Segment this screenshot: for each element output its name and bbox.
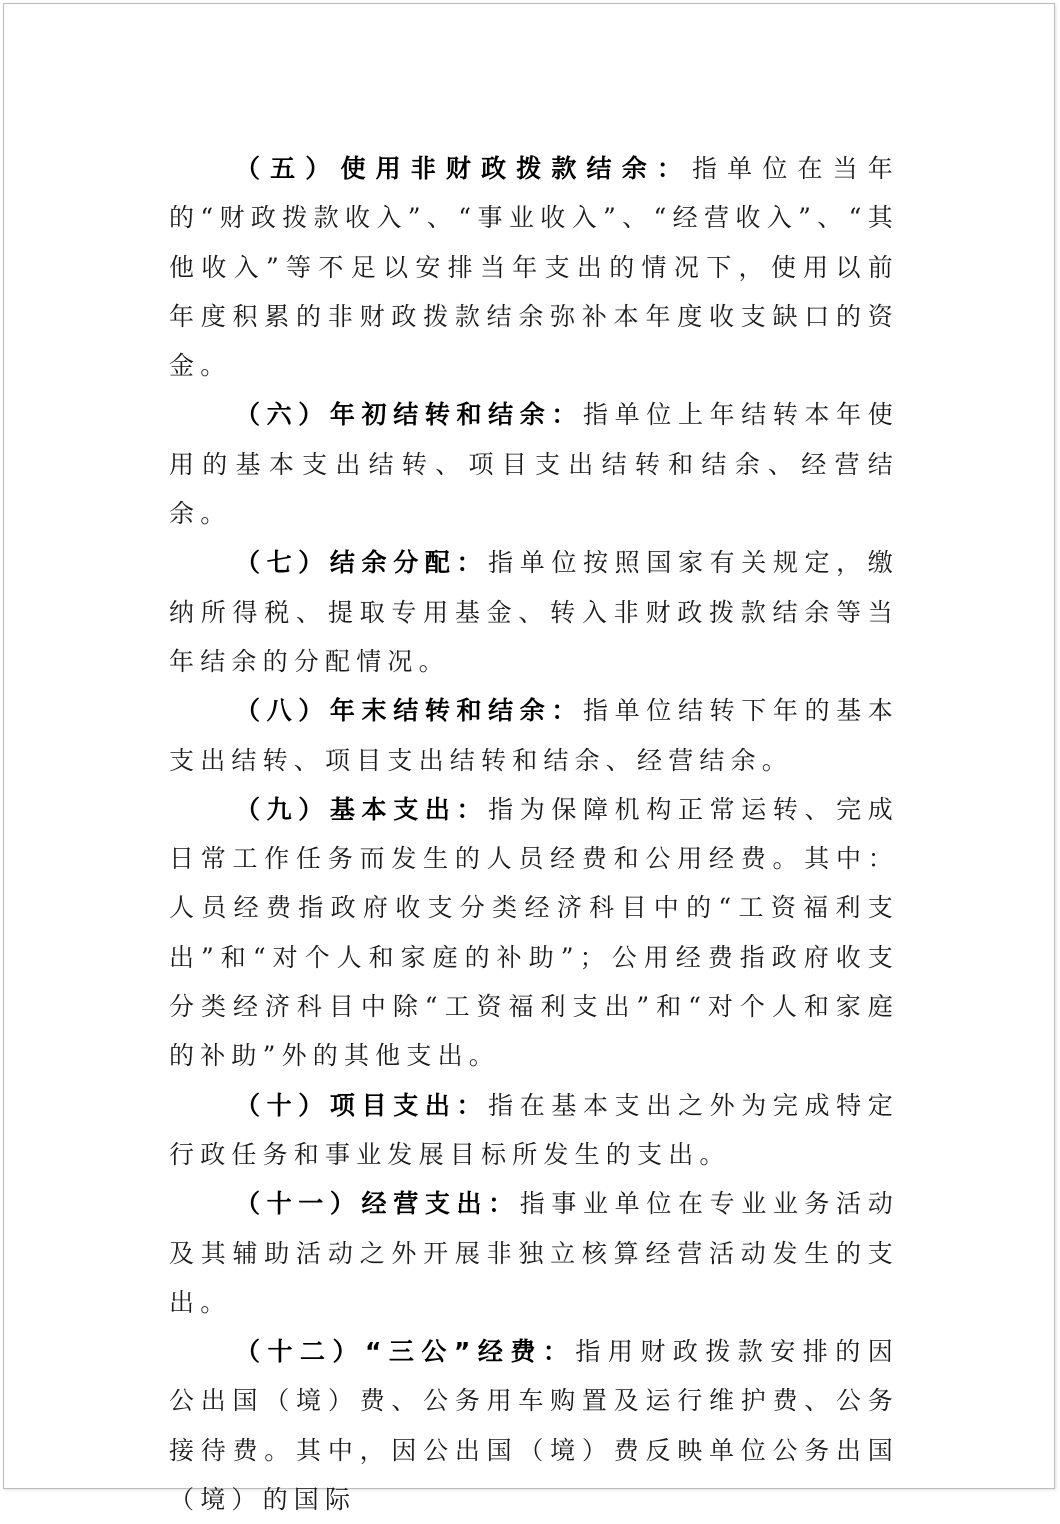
paragraph-9 — [169, 785, 899, 1081]
paragraph-11 — [169, 1179, 899, 1327]
term-heading: （五）使用非财政拨款结余： — [235, 154, 693, 183]
term-definition: 指单位按照国家有关规定，缴纳所得税、提取专用基金、转入非财政拨款结余等当年结余的分配情况。 — [169, 548, 899, 676]
paragraph-5 — [169, 144, 899, 390]
term-heading: （十）项目支出： — [235, 1090, 489, 1120]
term-definition: 指单位结转下年的基本支出结转、项目支出结转和结余、经营结余。 — [169, 696, 899, 775]
term-definition: 指在基本支出之外为完成特定行政任务和事业发展目标所发生的支出。 — [169, 1090, 899, 1169]
paragraph-7 — [169, 538, 899, 686]
paragraph-12 — [169, 1327, 899, 1524]
paragraph-8 — [169, 686, 899, 785]
paragraph-10 — [169, 1081, 899, 1180]
term-heading: （八）年末结转和结余： — [235, 696, 584, 726]
document-body — [169, 144, 899, 1524]
term-definition: 指用财政拨款安排的因公出国（境）费、公务用车购置及运行维护费、公务接待费。其中，因公出国（境）费反映单位公务出国（境）的国际 — [169, 1337, 899, 1515]
term-heading: （六）年初结转和结余： — [235, 400, 584, 430]
term-definition: 指单位在当年的“财政拨款收入”、“事业收入”、“经营收入”、“其他收入”等不足以安排当年支出的情况下，使用以前年度积累的非财政拨款结余弥补本年度收支缺口的资金。 — [169, 154, 899, 381]
term-definition: 指事业单位在专业业务活动及其辅助活动之外开展非独立核算经营活动发生的支出。 — [169, 1189, 899, 1317]
term-heading: （十一）经营支出： — [235, 1189, 520, 1219]
term-definition: 指单位上年结转本年使用的基本支出结转、项目支出结转和结余、经营结余。 — [169, 400, 899, 529]
paragraph-6 — [169, 390, 899, 538]
term-heading: （十二）“三公”经费： — [235, 1337, 576, 1367]
term-heading: （九）基本支出： — [235, 794, 489, 824]
term-heading: （七）结余分配： — [235, 548, 489, 578]
term-definition: 指为保障机构正常运转、完成日常工作任务而发生的人员经费和公用经费。其中：人员经费指政府收支分类经济科目中的“工资福利支出”和“对个人和家庭的补助”；公用经费指政府收支分类经济科目中除“工资福利支出”和“对个人和家庭的补助”外的其他支出。 — [169, 794, 899, 1071]
document-page — [3, 3, 1055, 1515]
